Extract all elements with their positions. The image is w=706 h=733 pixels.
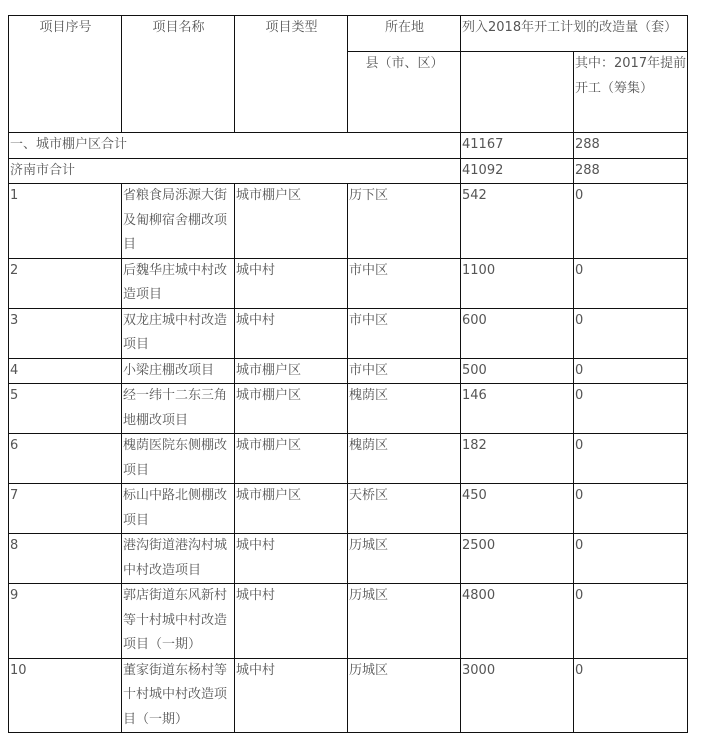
table-row xyxy=(9,658,688,733)
table-row xyxy=(9,258,688,308)
cell-county: 槐荫区 xyxy=(348,384,461,434)
table-row xyxy=(9,308,688,358)
cell-county: 历城区 xyxy=(348,534,461,584)
cell-seq: 3 xyxy=(9,308,122,358)
cell-total: 182 xyxy=(461,434,574,484)
cell-total: 542 xyxy=(461,184,574,259)
cell-name: 标山中路北侧棚改项目 xyxy=(122,484,235,534)
summary-total: 41092 xyxy=(461,158,574,184)
cell-name: 槐荫医院东侧棚改项目 xyxy=(122,434,235,484)
cell-name: 双龙庄城中村改造项目 xyxy=(122,308,235,358)
cell-name: 省粮食局泺源大街及匍柳宿舍棚改项目 xyxy=(122,184,235,259)
cell-type: 城市棚户区 xyxy=(235,384,348,434)
table-row xyxy=(9,584,688,659)
renovation-plan-table xyxy=(8,15,688,733)
cell-early: 0 xyxy=(574,484,688,534)
header-plan: 列入2018年开工计划的改造量（套） xyxy=(461,16,688,52)
header-county: 县（市、区） xyxy=(348,52,461,133)
cell-early: 0 xyxy=(574,534,688,584)
cell-type: 城中村 xyxy=(235,534,348,584)
cell-early: 0 xyxy=(574,434,688,484)
cell-name: 郭店街道东风新村等十村城中村改造项目（一期） xyxy=(122,584,235,659)
cell-early: 0 xyxy=(574,584,688,659)
cell-type: 城中村 xyxy=(235,308,348,358)
cell-total: 4800 xyxy=(461,584,574,659)
cell-total: 3000 xyxy=(461,658,574,733)
header-row xyxy=(9,16,688,52)
table-row xyxy=(9,434,688,484)
cell-county: 槐荫区 xyxy=(348,434,461,484)
header-name: 项目名称 xyxy=(122,16,235,133)
cell-seq: 5 xyxy=(9,384,122,434)
cell-county: 历下区 xyxy=(348,184,461,259)
cell-early: 0 xyxy=(574,184,688,259)
cell-county: 市中区 xyxy=(348,258,461,308)
cell-total: 500 xyxy=(461,358,574,384)
cell-type: 城中村 xyxy=(235,658,348,733)
cell-total: 600 xyxy=(461,308,574,358)
cell-seq: 9 xyxy=(9,584,122,659)
cell-seq: 6 xyxy=(9,434,122,484)
cell-type: 城市棚户区 xyxy=(235,434,348,484)
cell-county: 市中区 xyxy=(348,308,461,358)
cell-early: 0 xyxy=(574,308,688,358)
header-seq: 项目序号 xyxy=(9,16,122,133)
header-plan-total xyxy=(461,52,574,133)
cell-total: 450 xyxy=(461,484,574,534)
cell-name: 经一纬十二东三角地棚改项目 xyxy=(122,384,235,434)
cell-type: 城市棚户区 xyxy=(235,184,348,259)
cell-county: 历城区 xyxy=(348,584,461,659)
cell-type: 城中村 xyxy=(235,258,348,308)
header-location: 所在地 xyxy=(348,16,461,52)
cell-seq: 1 xyxy=(9,184,122,259)
header-type: 项目类型 xyxy=(235,16,348,133)
cell-seq: 10 xyxy=(9,658,122,733)
cell-type: 城市棚户区 xyxy=(235,484,348,534)
cell-total: 2500 xyxy=(461,534,574,584)
summary-label: 一、城市棚户区合计 xyxy=(9,133,461,159)
cell-type: 城中村 xyxy=(235,584,348,659)
cell-seq: 2 xyxy=(9,258,122,308)
cell-name: 董家街道东杨村等十村城中村改造项目（一期） xyxy=(122,658,235,733)
cell-name: 后魏华庄城中村改造项目 xyxy=(122,258,235,308)
cell-total: 146 xyxy=(461,384,574,434)
table-row xyxy=(9,184,688,259)
header-plan-early: 其中：2017年提前开工（筹集） xyxy=(574,52,688,133)
cell-early: 0 xyxy=(574,258,688,308)
cell-total: 1100 xyxy=(461,258,574,308)
cell-early: 0 xyxy=(574,358,688,384)
table-row xyxy=(9,534,688,584)
summary-row xyxy=(9,133,688,159)
table-row xyxy=(9,358,688,384)
summary-label: 济南市合计 xyxy=(9,158,461,184)
cell-name: 港沟街道港沟村城中村改造项目 xyxy=(122,534,235,584)
cell-county: 市中区 xyxy=(348,358,461,384)
summary-early: 288 xyxy=(574,133,688,159)
cell-name: 小梁庄棚改项目 xyxy=(122,358,235,384)
cell-seq: 7 xyxy=(9,484,122,534)
cell-type: 城市棚户区 xyxy=(235,358,348,384)
cell-early: 0 xyxy=(574,384,688,434)
cell-county: 历城区 xyxy=(348,658,461,733)
cell-seq: 4 xyxy=(9,358,122,384)
summary-row xyxy=(9,158,688,184)
table-row xyxy=(9,484,688,534)
cell-early: 0 xyxy=(574,658,688,733)
table-row xyxy=(9,384,688,434)
summary-early: 288 xyxy=(574,158,688,184)
cell-seq: 8 xyxy=(9,534,122,584)
summary-total: 41167 xyxy=(461,133,574,159)
cell-county: 天桥区 xyxy=(348,484,461,534)
